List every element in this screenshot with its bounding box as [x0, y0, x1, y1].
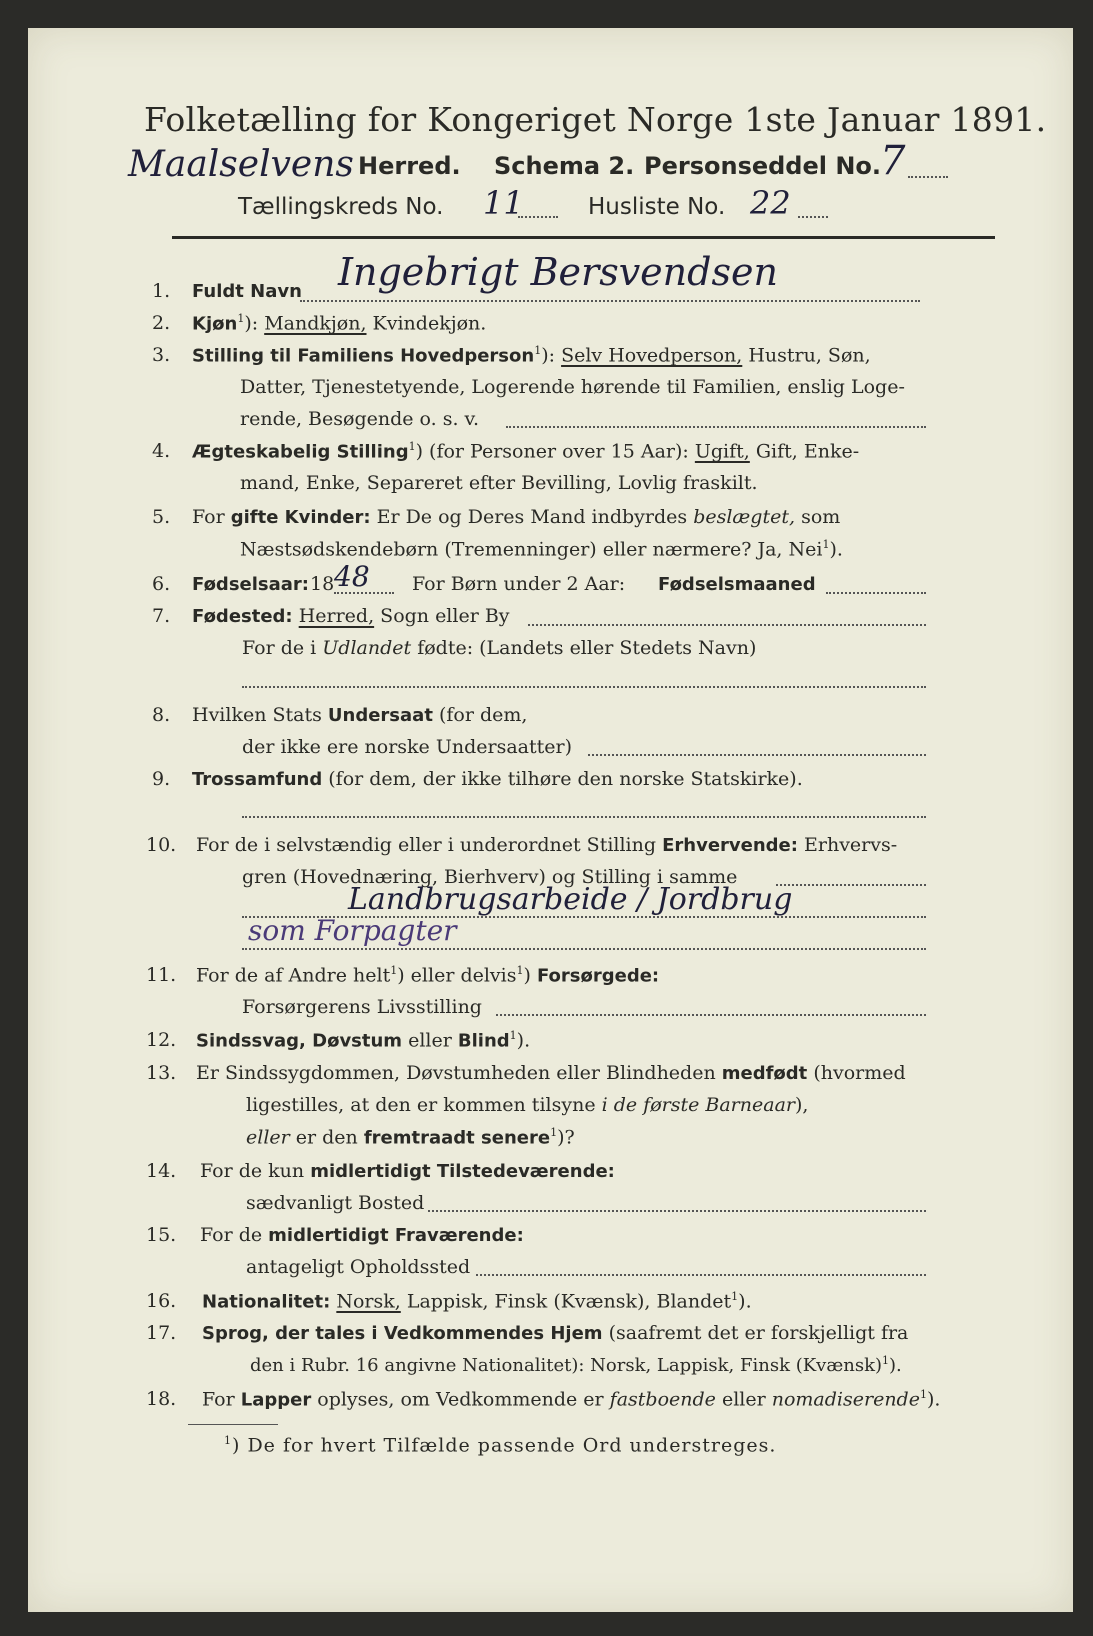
item-12-sup: 1: [509, 1029, 517, 1042]
item-13-line2-pre: ligestilles, at den er kommen tilsyne: [246, 1094, 596, 1116]
item-7-line2-pre: For de i: [242, 637, 317, 659]
item-10-pre: For de i selvstændig eller i underordnet Stilling: [196, 834, 657, 856]
item-15-line2: antageligt Opholdssted: [246, 1256, 471, 1278]
item-13-line1-end: (hvormed: [813, 1062, 906, 1084]
item-5-ital: beslægtet,: [693, 506, 796, 528]
item-5-line2-end: ).: [829, 538, 843, 561]
item-10-hand2: som Forpagter: [248, 914, 457, 947]
item-8-pre: Hvilken Stats: [192, 704, 322, 726]
item-18-sup: 1: [919, 1388, 927, 1401]
item-11-mid: ) eller delvis: [397, 964, 517, 987]
item-5-sup: 1: [822, 538, 830, 551]
item-9-num: 9.: [152, 768, 171, 790]
item-13-pre: Er Sindssygdommen, Døvstumheden eller Blindheden: [196, 1062, 716, 1084]
item-18-ital2: nomadiserende: [771, 1388, 920, 1411]
item-13-line1: [196, 1062, 906, 1084]
item-4-opt1: Ugift,: [694, 440, 750, 463]
item-2-text: [192, 312, 486, 334]
item-11-post: ): [523, 964, 531, 987]
item-17-label: Sprog, der tales i Vedkommendes Hjem: [202, 1323, 603, 1344]
item-1-label: Fuldt Navn: [192, 281, 302, 302]
item-5-pre: For: [192, 506, 225, 528]
header-rule: [172, 236, 995, 239]
item-3-sup: 1: [534, 344, 542, 357]
item-3-dots: [506, 426, 926, 428]
item-7-dots: [528, 624, 926, 626]
item-12-label: Sindssvag, Døvstum: [196, 1030, 403, 1052]
item-3-line2: Datter, Tjenestetyende, Logerende hørende til Familien, enslig Loge-: [240, 376, 905, 398]
item-13-line3-post: )?: [557, 1126, 575, 1149]
item-13-line3: [246, 1126, 575, 1148]
item-11-dots: [496, 1014, 926, 1016]
item-14-line2: sædvanligt Bosted: [246, 1192, 425, 1214]
item-8-num: 8.: [152, 704, 171, 726]
footnote-rule: [188, 1424, 278, 1425]
item-14-num: 14.: [146, 1160, 177, 1182]
item-3-line1-rest: Hustru, Søn,: [748, 344, 871, 367]
herred-value: Maalselvens: [128, 144, 354, 185]
item-18-line1: [202, 1388, 940, 1410]
item-7-line2: [242, 637, 756, 659]
item-8-line2: der ikke ere norske Undersaatter): [242, 736, 572, 758]
item-10-line1-end: Erhvervs-: [804, 834, 898, 856]
schema-label: Schema 2.: [494, 152, 635, 180]
item-12-post: ).: [516, 1029, 531, 1052]
item-4-sup: 1: [408, 440, 416, 453]
item-17-post: ).: [889, 1355, 902, 1376]
footnote: [224, 1434, 776, 1456]
item-17-num: 17.: [146, 1322, 177, 1344]
item-5-label: gifte Kvinder:: [230, 507, 371, 528]
item-7-dots2: [242, 686, 926, 688]
item-2-label: Kjøn: [192, 313, 238, 335]
item-17-line2-text: den i Rubr. 16 angivne Nationalitet): Norsk, Lappisk, Finsk (Kvænsk): [250, 1355, 883, 1376]
item-17-line2: [250, 1354, 902, 1376]
item-11-sup1: 1: [390, 964, 398, 977]
item-9-label: Trossamfund: [192, 769, 323, 790]
item-9-post: (for dem, der ikke tilhøre den norske Statskirke).: [328, 768, 803, 790]
item-3-line1: [192, 344, 871, 366]
item-18-mid: oplyses, om Vedkommende er: [317, 1388, 604, 1411]
item-6-num: 6.: [152, 573, 171, 595]
item-2-sup: 1: [237, 312, 245, 325]
item-13-line3-label: fremtraadt senere: [363, 1127, 551, 1149]
item-13-label: medfødt: [721, 1063, 808, 1084]
kreds-dots: [518, 216, 558, 218]
item-10-line1: [196, 834, 897, 856]
item-18-ital1: fastboende: [609, 1388, 716, 1411]
footnote-text: ) De for hvert Tilfælde passende Ord understreges.: [232, 1434, 777, 1457]
item-18-label: Lapper: [240, 1389, 312, 1411]
item-10-label: Erhvervende:: [662, 835, 798, 856]
item-11-line2: Forsørgerens Livsstilling: [242, 996, 482, 1018]
item-16-opt1: Norsk,: [336, 1290, 401, 1313]
item-6-dots: [334, 592, 394, 594]
item-14-dots: [428, 1210, 926, 1212]
item-11-label: Forsørgede:: [536, 965, 660, 987]
item-16-line1: [202, 1290, 752, 1312]
item-6-label2: Fødselsmaaned: [658, 574, 816, 595]
footnote-sup: 1: [224, 1434, 232, 1447]
item-7-num: 7.: [152, 605, 171, 627]
item-18-num: 18.: [146, 1388, 177, 1410]
item-7-line2-post: fødte: (Landets eller Stedets Navn): [417, 637, 757, 659]
item-12-label2: Blind: [457, 1030, 510, 1052]
item-7-line2-ital: Udlandet: [322, 637, 412, 659]
item-11-num: 11.: [146, 964, 177, 986]
item-8-label: Undersaat: [327, 705, 433, 726]
item-1-value: Ingebrigt Bersvendsen: [338, 250, 778, 294]
item-13-num: 13.: [146, 1062, 177, 1084]
item-7-line1: [192, 605, 510, 627]
item-6-label: Fødselsaar:: [192, 574, 309, 595]
item-13-line2-post: ),: [795, 1094, 809, 1116]
item-18-mid2: eller: [721, 1388, 766, 1411]
herred-label: Herred.: [358, 152, 461, 180]
item-13-sup: 1: [550, 1126, 558, 1139]
item-4-mid: ) (for Personer over 15 Aar):: [415, 440, 689, 463]
item-12-mid: eller: [408, 1029, 452, 1052]
item-16-post: ).: [738, 1290, 752, 1313]
item-10-line2: gren (Hovednæring, Bierhverv) og Stilling i samme: [242, 866, 738, 888]
item-18-pre: For: [202, 1388, 235, 1411]
item-16-label: Nationalitet:: [202, 1291, 331, 1313]
item-15-dots: [476, 1274, 926, 1276]
item-7-label: Fødested:: [192, 606, 293, 627]
item-10-hand1: Landbrugsarbeide / Jordbrug: [348, 882, 793, 917]
item-7-opt1: Herred,: [298, 605, 375, 627]
item-13-line2-ital: i de første Barneaar: [601, 1094, 795, 1116]
item-16-sup: 1: [731, 1290, 739, 1303]
item-15-pre: For de: [200, 1224, 263, 1246]
item-4-line2: mand, Enke, Separeret efter Bevilling, Lovlig fraskilt.: [240, 472, 758, 494]
item-13-line2: [246, 1094, 808, 1116]
item-2-after: ):: [244, 312, 259, 335]
personseddel-dots: [908, 176, 948, 178]
item-8-dots: [588, 754, 926, 756]
item-14-line1: [200, 1160, 615, 1182]
item-4-line1-rest: Gift, Enke-: [755, 440, 860, 463]
item-5-line1-text: Er De og Deres Mand indbyrdes: [376, 506, 688, 528]
item-10-dots3: [242, 948, 926, 950]
form-title: Folketælling for Kongeriget Norge 1ste Januar 1891.: [144, 100, 1047, 139]
item-15-num: 15.: [146, 1224, 177, 1246]
item-12-line1: [196, 1029, 530, 1051]
census-form: [28, 28, 1073, 1612]
item-11-line1: [196, 964, 659, 986]
item-3-opt1: Selv Hovedperson,: [561, 344, 743, 367]
item-4-line1: [192, 440, 859, 462]
item-17-line1-end: (saafremt det er forskjelligt fra: [608, 1322, 909, 1344]
item-16-rest: Lappisk, Finsk (Kvænsk), Blandet: [406, 1290, 732, 1313]
item-5-line2-text: Næstsødskendebørn (Tremenninger) eller nærmere? Ja, Nei: [240, 538, 823, 561]
item-17-sup: 1: [882, 1354, 890, 1367]
item-5-num: 5.: [152, 506, 171, 528]
item-11-sup2: 1: [516, 964, 524, 977]
item-2-num: 2.: [152, 312, 171, 334]
item-18-post: ).: [926, 1388, 941, 1411]
item-4-num: 4.: [152, 440, 171, 462]
item-3-after: ):: [541, 344, 556, 367]
kreds-value: 11: [483, 184, 524, 222]
item-14-pre: For de kun: [200, 1160, 305, 1182]
item-6-value: 48: [334, 560, 370, 593]
husliste-dots: [798, 216, 828, 218]
item-11-pre: For de af Andre helt: [196, 964, 391, 987]
item-16-num: 16.: [146, 1290, 177, 1312]
personseddel-value: 7: [880, 138, 906, 184]
item-5-line2: [240, 538, 843, 560]
kreds-label: Tællingskreds No.: [238, 194, 444, 220]
item-6-prefix: 18: [310, 573, 335, 595]
item-10-dots: [776, 884, 926, 886]
husliste-value: 22: [750, 184, 791, 222]
item-17-line1: [202, 1322, 908, 1344]
item-6-dots2: [826, 592, 926, 594]
item-9-dots: [242, 816, 926, 818]
item-4-label: Ægteskabelig Stilling: [192, 441, 409, 463]
item-5-line1: [192, 506, 840, 528]
item-13-line3-pre: er den: [295, 1126, 358, 1149]
husliste-label: Husliste No.: [588, 194, 726, 220]
item-5-line1-end: som: [801, 506, 841, 528]
item-3-line3: rende, Besøgende o. s. v.: [240, 408, 480, 430]
item-13-line3-ital: eller: [246, 1126, 290, 1149]
item-3-label: Stilling til Familiens Hovedperson: [192, 345, 535, 367]
item-1-dots: [300, 300, 920, 302]
item-8-post: (for dem,: [438, 704, 528, 726]
item-10-num: 10.: [146, 834, 177, 856]
item-6-mid: For Børn under 2 Aar:: [412, 573, 626, 595]
item-3-num: 3.: [152, 344, 171, 366]
item-1-num: 1.: [152, 280, 171, 302]
personseddel-label: Personseddel No.: [644, 152, 882, 180]
item-2-opt1: Mandkjøn,: [264, 312, 367, 335]
item-7-line1-rest: Sogn eller By: [380, 605, 510, 627]
item-2-opt2: Kvindekjøn.: [372, 312, 487, 335]
item-9-line1: [192, 768, 803, 790]
item-14-label: midlertidigt Tilstedeværende:: [310, 1161, 615, 1182]
item-15-label: midlertidigt Fraværende:: [268, 1225, 524, 1246]
item-8-line1: [192, 704, 527, 726]
item-12-num: 12.: [146, 1029, 177, 1051]
item-15-line1: [200, 1224, 524, 1246]
